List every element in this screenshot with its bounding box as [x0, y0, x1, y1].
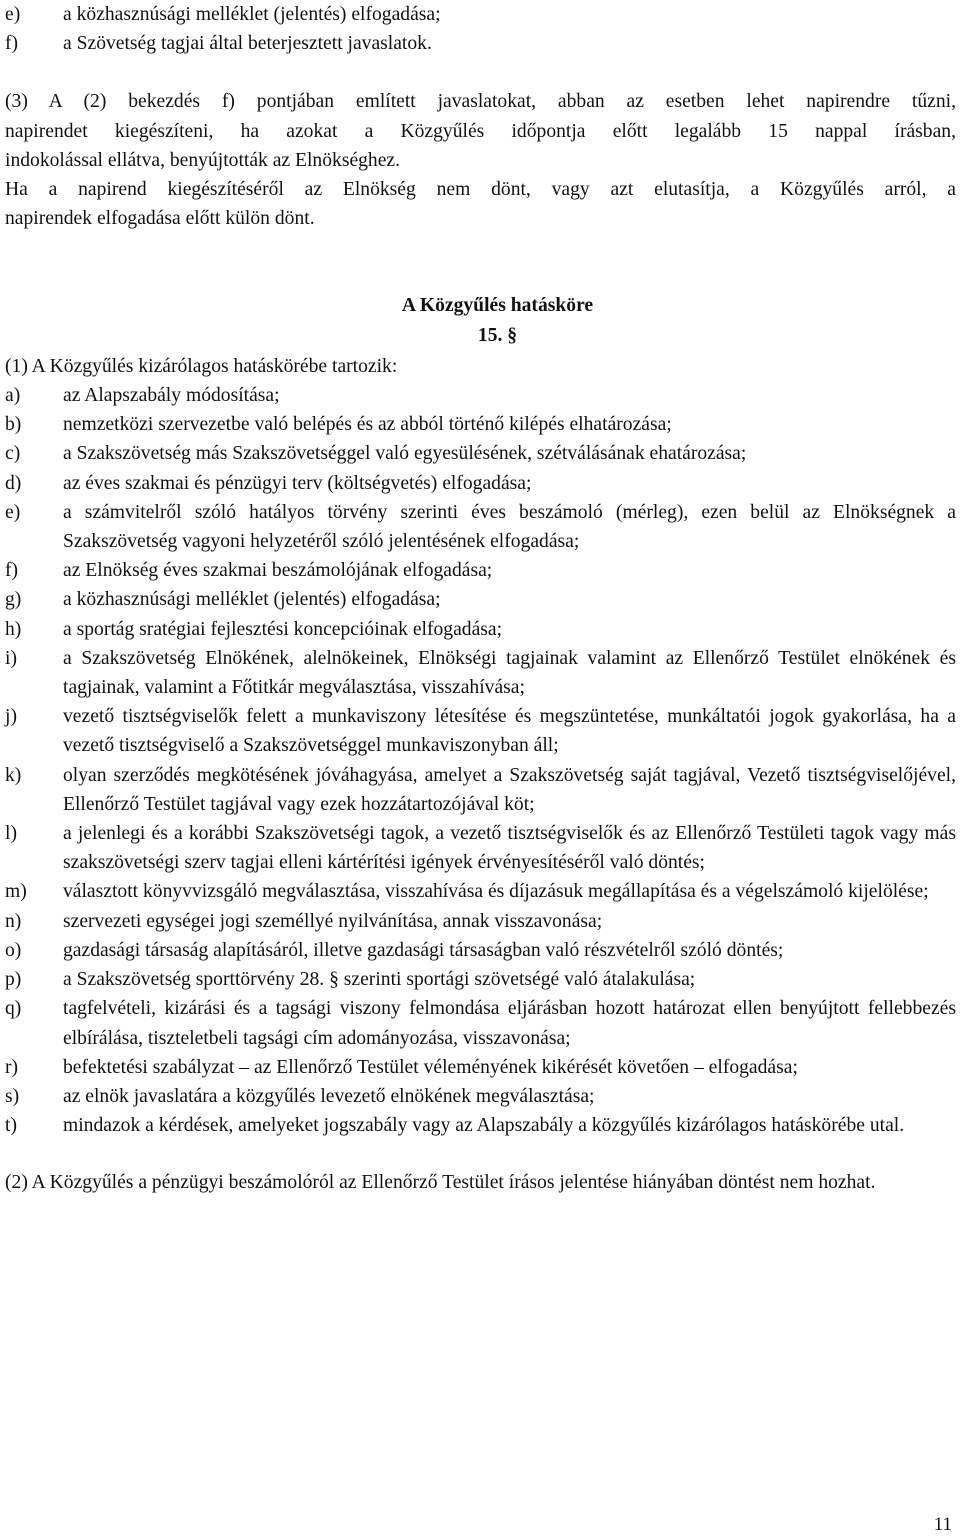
- item-text: a Szakszövetség Elnökének, alelnökeinek, Elnökségi tagjainak valamint az Ellenőrző Testület elnökének és tagjainak, valamint a Főtitkár megválasztása, visszahívása;: [63, 647, 956, 699]
- item-text: mindazok a kérdések, amelyeket jogszabály vagy az Alapszabály a közgyűlés kizárólagos hatáskörébe utal.: [63, 1115, 905, 1137]
- item-text: a közhasznúsági melléklet (jelentés) elfogadása;: [63, 589, 441, 611]
- section-title: A Közgyűlés hatásköre: [401, 295, 594, 317]
- paragraph-line: napirendek elfogadása előtt külön dönt.: [5, 208, 315, 230]
- paragraph-1-intro: (1) A Közgyűlés kizárólagos hatáskörébe tartozik:: [5, 355, 398, 377]
- list-item: [5, 936, 956, 965]
- item-label: r): [5, 1056, 19, 1078]
- list-item: [5, 1111, 956, 1140]
- list-item: [5, 29, 956, 58]
- item-label: g): [5, 589, 22, 611]
- item-label: t): [5, 1115, 17, 1137]
- paragraph-line: napirendet kiegészíteni, ha azokat a Közgyűlés időpontja előtt legalább 15 nappal írásban,: [5, 120, 956, 142]
- item-text: vezető tisztségviselők felett a munkaviszony létesítése és megszüntetése, munkáltatói jogok gyakorlása, ha a vezető tisztségviselő a Szakszövetséggel munkaviszonyban áll;: [63, 706, 956, 757]
- item-label: m): [5, 881, 27, 903]
- item-label: f): [5, 33, 19, 55]
- item-text: az elnök javaslatára a közgyűlés levezető elnökének megválasztása;: [63, 1085, 595, 1107]
- paragraph-line: Ha a napirend kiegészítéséről az Elnökség nem dönt, vagy azt elutasítja, a Közgyűlés arról, a: [5, 179, 956, 201]
- item-label: i): [5, 647, 17, 669]
- item-label: s): [5, 1085, 20, 1107]
- item-text: nemzetközi szervezetbe való belépés és az abból történő kilépés elhatározása;: [63, 414, 672, 436]
- top-list: [5, 0, 956, 58]
- paragraph-line: (3) A (2) bekezdés f) pontjában említett javaslatokat, abban az esetben lehet napirendre tűzni,: [5, 91, 956, 113]
- paragraph-2: (2) A Közgyűlés a pénzügyi beszámolóról az Ellenőrző Testület írásos jelentése hiányában döntést nem hozhat.: [5, 1172, 876, 1194]
- competence-list: [5, 381, 956, 1140]
- item-text: az éves szakmai és pénzügyi terv (költségvetés) elfogadása;: [63, 472, 532, 494]
- item-label: n): [5, 910, 22, 932]
- item-text: a Szakszövetség más Szakszövetséggel való egyesülésének, szétválásának ehatározása;: [63, 443, 747, 465]
- item-text: a közhasznúsági melléklet (jelentés) elfogadása;: [63, 4, 441, 25]
- item-label: l): [5, 823, 17, 845]
- item-label: p): [5, 969, 22, 991]
- document-page: [5, 0, 956, 1198]
- item-label: c): [5, 443, 21, 465]
- item-text: a számvitelről szóló hatályos törvény szerinti éves beszámoló (mérleg), ezen belül az Elnökségnek a Szakszövetség vagyoni helyzetéről szóló jelentésének elfogadása;: [63, 501, 956, 553]
- list-item: [5, 907, 956, 936]
- list-item: [5, 1082, 956, 1111]
- item-text: tagfelvételi, kizárási és a tagsági viszony felmondása eljárásban hozott határozat ellen benyújtott fellebbezés elbírálása, tiszteletbeli tagsági cím adományozása, visszavonása;: [63, 998, 956, 1049]
- list-item: [5, 498, 956, 556]
- item-label: d): [5, 472, 22, 494]
- list-item: [5, 819, 956, 877]
- paragraph-3: [5, 87, 956, 233]
- list-item: [5, 644, 956, 702]
- item-label: j): [5, 706, 17, 728]
- item-label: b): [5, 414, 22, 436]
- item-label: f): [5, 560, 19, 582]
- item-text: a jelenlegi és a korábbi Szakszövetségi tagok, a vezető tisztségviselők és az Ellenőrző Testületi tagok vagy más szakszövetségi szerv tagjai elleni kártérítési igények érvényesítéséről való döntés;: [63, 823, 956, 874]
- item-label: q): [5, 998, 22, 1020]
- list-item: [5, 877, 956, 906]
- item-label: e): [5, 4, 21, 25]
- item-label: h): [5, 618, 22, 640]
- paragraph-line: indokolással ellátva, benyújtották az Elnökséghez.: [5, 149, 401, 171]
- item-text: a Szakszövetség sporttörvény 28. § szerinti sportági szövetségé való átalakulása;: [63, 969, 696, 991]
- list-item: [5, 615, 956, 644]
- item-text: gazdasági társaság alapításáról, illetve gazdasági társaságban való részvételről szóló döntés;: [63, 939, 784, 961]
- item-text: a Szövetség tagjai által beterjesztett javaslatok.: [63, 33, 432, 55]
- list-item: [5, 469, 956, 498]
- section-number: 15. §: [477, 324, 518, 346]
- list-item: [5, 439, 956, 468]
- list-item: [5, 761, 956, 819]
- item-text: olyan szerződés megkötésének jóváhagyása, amelyet a Szakszövetség saját tagjával, Vezető tisztségviselőjével, Ellenőrző Testület tagjával vagy ezek hozzátartozójával köt;: [63, 764, 956, 815]
- list-item: [5, 1053, 956, 1082]
- item-label: o): [5, 939, 22, 961]
- item-text: az Alapszabály módosítása;: [63, 385, 280, 407]
- item-label: a): [5, 385, 21, 407]
- item-label: e): [5, 501, 21, 523]
- item-label: k): [5, 764, 22, 786]
- item-text: befektetési szabályzat – az Ellenőrző Testület véleményének kikérését követően – elfogadása;: [63, 1056, 798, 1078]
- item-text: az Elnökség éves szakmai beszámolójának elfogadása;: [63, 560, 493, 582]
- page-number: 11: [933, 1514, 952, 1535]
- list-item: [5, 702, 956, 760]
- item-text: a sportág sratégiai fejlesztési koncepcióinak elfogadása;: [63, 618, 503, 640]
- list-item: [5, 0, 956, 29]
- list-item: [5, 965, 956, 994]
- list-item: [5, 410, 956, 439]
- item-text: választott könyvvizsgáló megválasztása, visszahívása és díjazásuk megállapítása és a végelszámoló kijelölése;: [63, 881, 929, 903]
- item-text: szervezeti egységei jogi személlyé nyilvánítása, annak visszavonása;: [63, 910, 603, 932]
- list-item: [5, 585, 956, 614]
- list-item: [5, 381, 956, 410]
- list-item: [5, 994, 956, 1052]
- list-item: [5, 556, 956, 585]
